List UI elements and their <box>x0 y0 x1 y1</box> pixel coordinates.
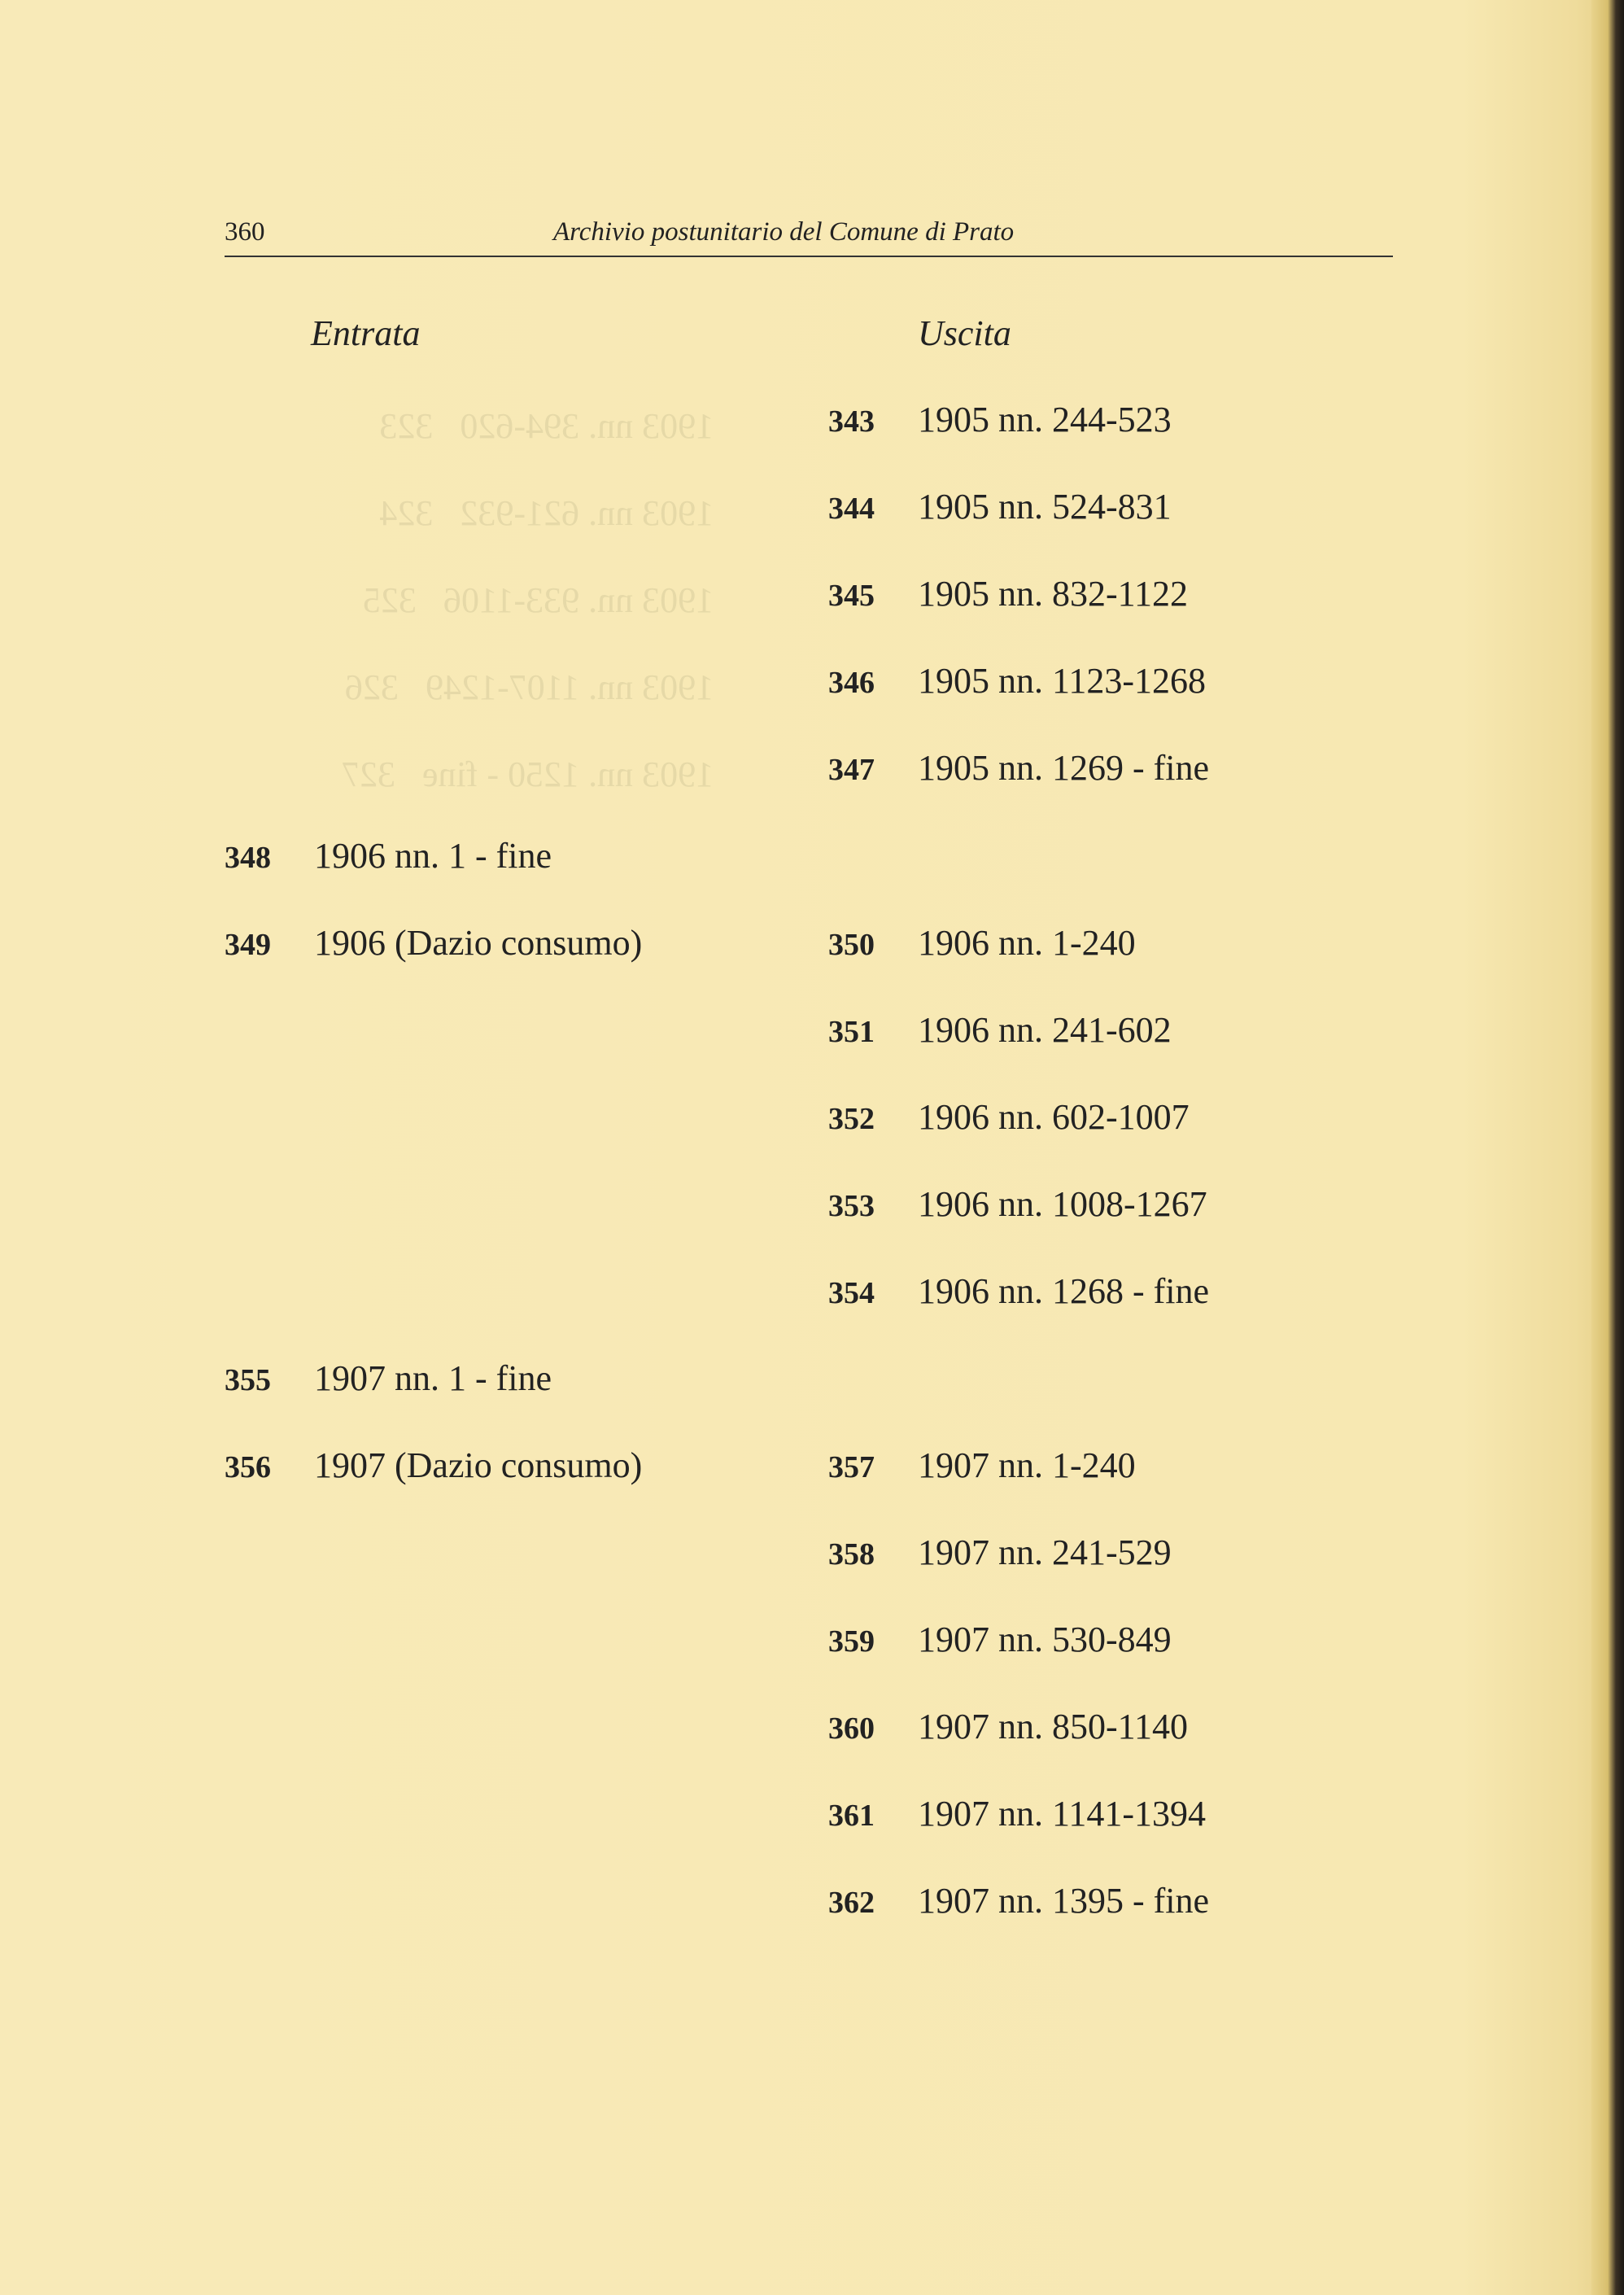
item-description: 1907 nn. 241-529 <box>918 1532 1172 1572</box>
item-description: 1907 nn. 1141-1394 <box>918 1794 1207 1834</box>
item-number: 357 <box>828 1450 875 1484</box>
item-number: 348 <box>225 841 271 875</box>
item-description: 1906 nn. 1008-1267 <box>918 1184 1207 1224</box>
item-number: 350 <box>828 928 875 962</box>
item-number: 358 <box>828 1537 875 1572</box>
item-number: 359 <box>828 1624 875 1659</box>
item-number: 355 <box>225 1363 271 1397</box>
item-number: 362 <box>828 1886 875 1920</box>
item-number: 361 <box>828 1799 875 1833</box>
item-description: 1906 nn. 1268 - fine <box>918 1271 1210 1311</box>
item-description: 1905 nn. 524-831 <box>918 487 1172 527</box>
item-description: 1906 nn. 241-602 <box>918 1010 1172 1050</box>
item-description: 1906 (Dazio consumo) <box>314 923 643 963</box>
item-description: 1905 nn. 1123-1268 <box>918 661 1207 701</box>
item-description: 1907 nn. 1395 - fine <box>918 1881 1210 1921</box>
page-number: 360 <box>225 217 265 247</box>
item-description: 1905 nn. 244-523 <box>918 400 1172 439</box>
item-description: 1907 nn. 1 - fine <box>314 1358 552 1398</box>
bleed-through-ghost: 1903 nn. 394-620 323 1903 nn. 621-932 324 1903 nn. 933-1106 325 1903 nn. 1107-1249 326 1903 nn. 1250 - fine 327 <box>342 406 714 794</box>
item-description: 1906 nn. 602-1007 <box>918 1097 1190 1137</box>
item-number: 356 <box>225 1450 271 1484</box>
item-description: 1905 nn. 1269 - fine <box>918 748 1210 788</box>
item-number: 354 <box>828 1276 875 1310</box>
header-rule <box>225 256 1393 257</box>
column-heading-uscita: Uscita <box>918 313 1011 353</box>
item-number: 344 <box>828 492 875 526</box>
item-description: 1907 nn. 1-240 <box>918 1445 1136 1485</box>
item-description: 1907 nn. 850-1140 <box>918 1707 1189 1746</box>
item-number: 352 <box>828 1102 875 1136</box>
item-description: 1906 nn. 1 - fine <box>314 836 552 876</box>
item-description: 1907 (Dazio consumo) <box>314 1445 643 1485</box>
item-number: 343 <box>828 404 875 439</box>
item-number: 351 <box>828 1015 875 1049</box>
page-edge-shadow <box>1591 0 1624 2295</box>
item-number: 353 <box>828 1189 875 1223</box>
item-number: 345 <box>828 579 875 613</box>
item-number: 346 <box>828 666 875 700</box>
item-description: 1907 nn. 530-849 <box>918 1620 1172 1659</box>
item-description: 1906 nn. 1-240 <box>918 923 1136 963</box>
item-description: 1905 nn. 832-1122 <box>918 574 1189 614</box>
column-heading-entrata: Entrata <box>311 313 421 353</box>
item-number: 360 <box>828 1711 875 1746</box>
item-number: 349 <box>225 928 271 962</box>
item-number: 347 <box>828 753 875 787</box>
running-title: Archivio postunitario del Comune di Prato <box>553 217 1015 247</box>
